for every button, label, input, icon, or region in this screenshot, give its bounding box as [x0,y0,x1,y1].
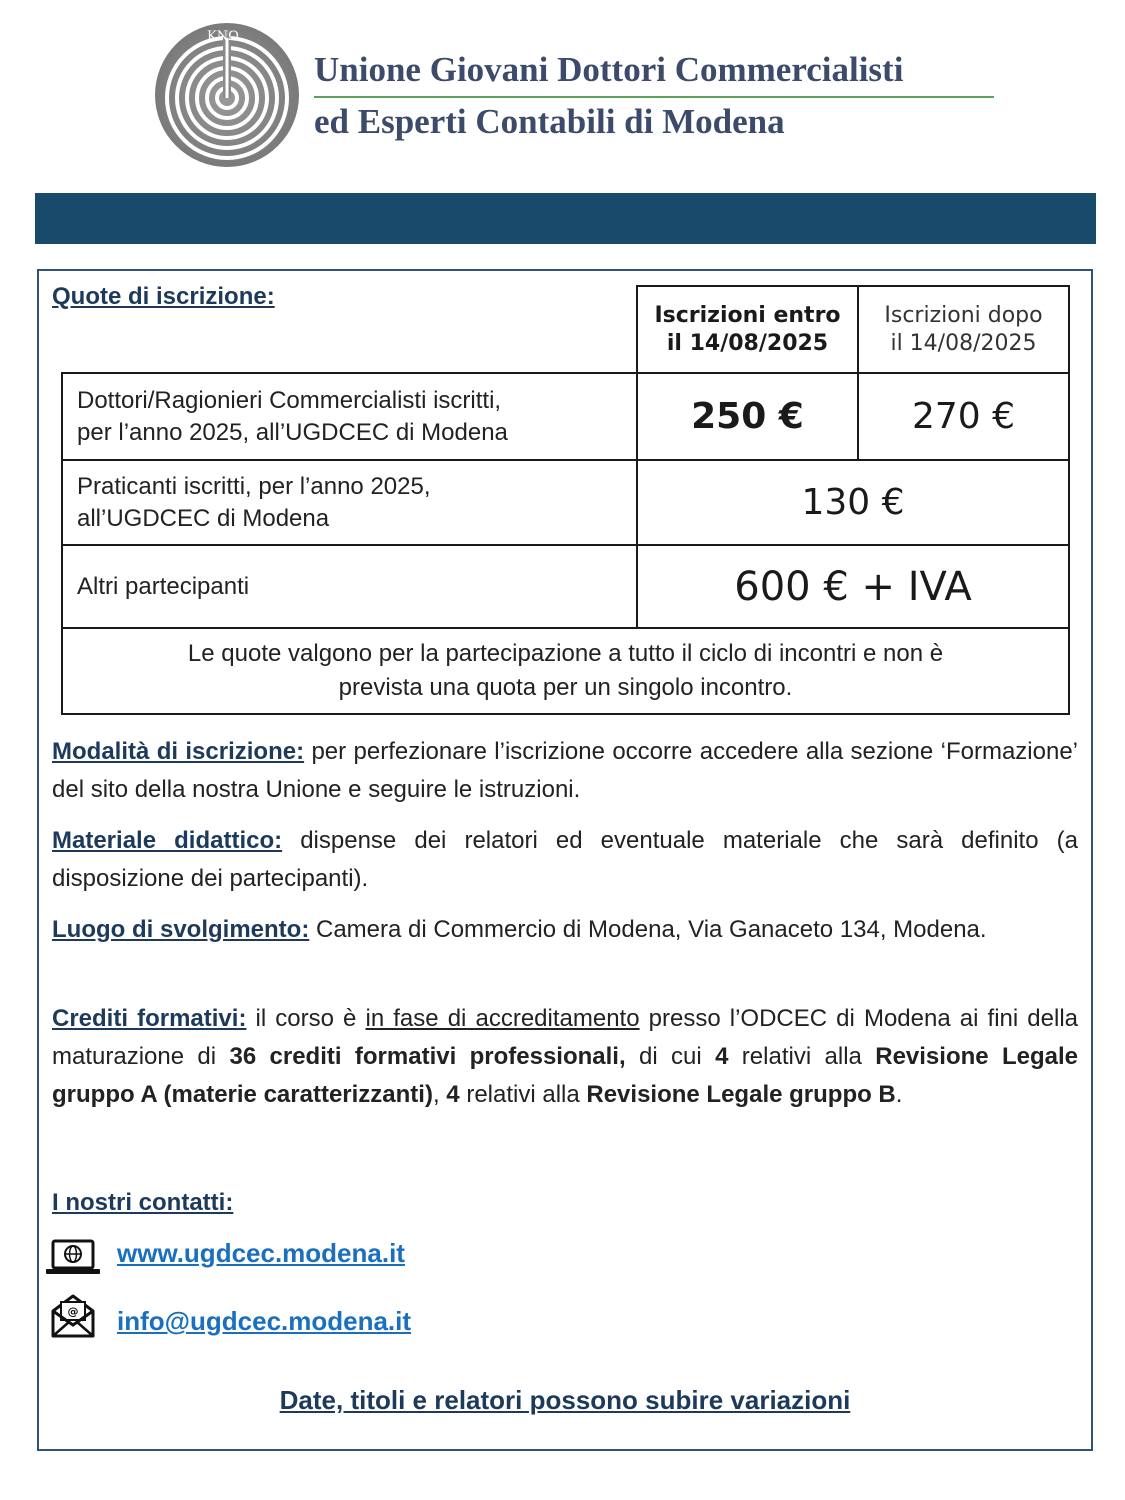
fee-row-label-trainees [61,459,638,546]
fee-row-label-others: Altri partecipanti [61,544,638,629]
laptop-globe-icon [44,1238,102,1283]
fee-price-members-before: 250 € [636,372,859,461]
credits-group-b-count: 4 [446,1081,460,1108]
envelope-at-icon [50,1293,96,1344]
credits-text: relativi alla [728,1043,876,1070]
course-material-label: Materiale didattico: [52,827,283,854]
col-after-line1: Iscrizioni dopo [884,302,1043,328]
contacts-title: I nostri contatti: [52,1189,234,1216]
credits-group-a: Revisione Legale gruppo A (materie caratterizzanti) [52,1043,1078,1108]
labyrinth-logo-icon [152,20,302,170]
organization-name [314,50,1004,142]
fees-heading: Quote di iscrizione: [52,283,275,310]
credits-accreditation-status: in fase di accreditamento [365,1005,640,1032]
disclaimer-note: Date, titoli e relatori possono subire variazioni [279,1385,851,1415]
col-before-line2: il 14/08/2025 [666,330,829,356]
column-header-after-deadline [857,285,1070,374]
venue [52,911,1078,949]
fee-row-label-line1: Dottori/Ragionieri Commercialisti iscritti, [77,386,502,414]
fee-price-others: 600 € + IVA [636,544,1070,629]
course-material-text: dispense dei relatori ed eventuale materiale che sarà definito (a disposizione dei partecipanti). [52,827,1078,892]
fees-note-line1: Le quote valgono per la partecipazione a tutto il ciclo di incontri e non è [187,640,944,667]
credits-text: . [895,1081,903,1108]
fees-note [61,627,1070,715]
svg-text:KNΩ: KNΩ [207,29,239,44]
credits-text: il corso è [246,1005,366,1032]
org-name-line1: Unione Giovani Dottori Commercialisti [314,50,994,98]
venue-label: Luogo di svolgimento: [52,916,310,943]
training-credits [52,1000,1078,1114]
fee-row-label-line2: all’UGDCEC di Modena [77,504,330,532]
org-name-line2: ed Esperti Contabili di Modena [314,102,785,141]
header-banner [35,193,1096,244]
column-header-before-deadline [636,285,859,374]
credits-text: di cui [625,1043,716,1070]
website-link[interactable]: www.ugdcec.modena.it [117,1238,405,1268]
venue-text: Camera di Commercio di Modena, Via Ganaceto 134, Modena. [309,916,987,943]
col-before-line1: Iscrizioni entro [654,302,841,328]
fees-note-line2: prevista una quota per un singolo incontro. [338,674,793,701]
fee-row-label-line1: Praticanti iscritti, per l’anno 2025, [77,472,431,500]
registration-method-text: per perfezionare l’iscrizione occorre accedere alla sezione ‘Formazione’ del sito della nostra Unione e seguire le istruzioni. [52,738,1078,803]
credits-text: , [432,1081,447,1108]
fee-price-members-after: 270 € [857,372,1070,461]
training-credits-label: Crediti formativi: [52,1005,247,1032]
credits-text: presso l’ODCEC di Modena ai fini della maturazione di [52,1005,1079,1070]
col-after-line2: il 14/08/2025 [890,330,1037,356]
fee-price-trainees: 130 € [636,459,1070,546]
registration-method-label: Modalità di iscrizione: [52,738,305,765]
fee-row-label-line2: per l’anno 2025, all’UGDCEC di Modena [77,418,508,446]
svg-text:@: @ [67,1305,79,1318]
email-link[interactable]: info@ugdcec.modena.it [117,1306,412,1336]
credits-total: 36 crediti formativi professionali, [229,1043,626,1070]
credits-group-a-count: 4 [715,1043,729,1070]
registration-method [52,733,1078,809]
credits-group-b: Revisione Legale gruppo B [586,1081,896,1108]
fee-row-label-members [61,372,638,461]
credits-text: relativi alla [459,1081,587,1108]
course-material [52,822,1078,898]
